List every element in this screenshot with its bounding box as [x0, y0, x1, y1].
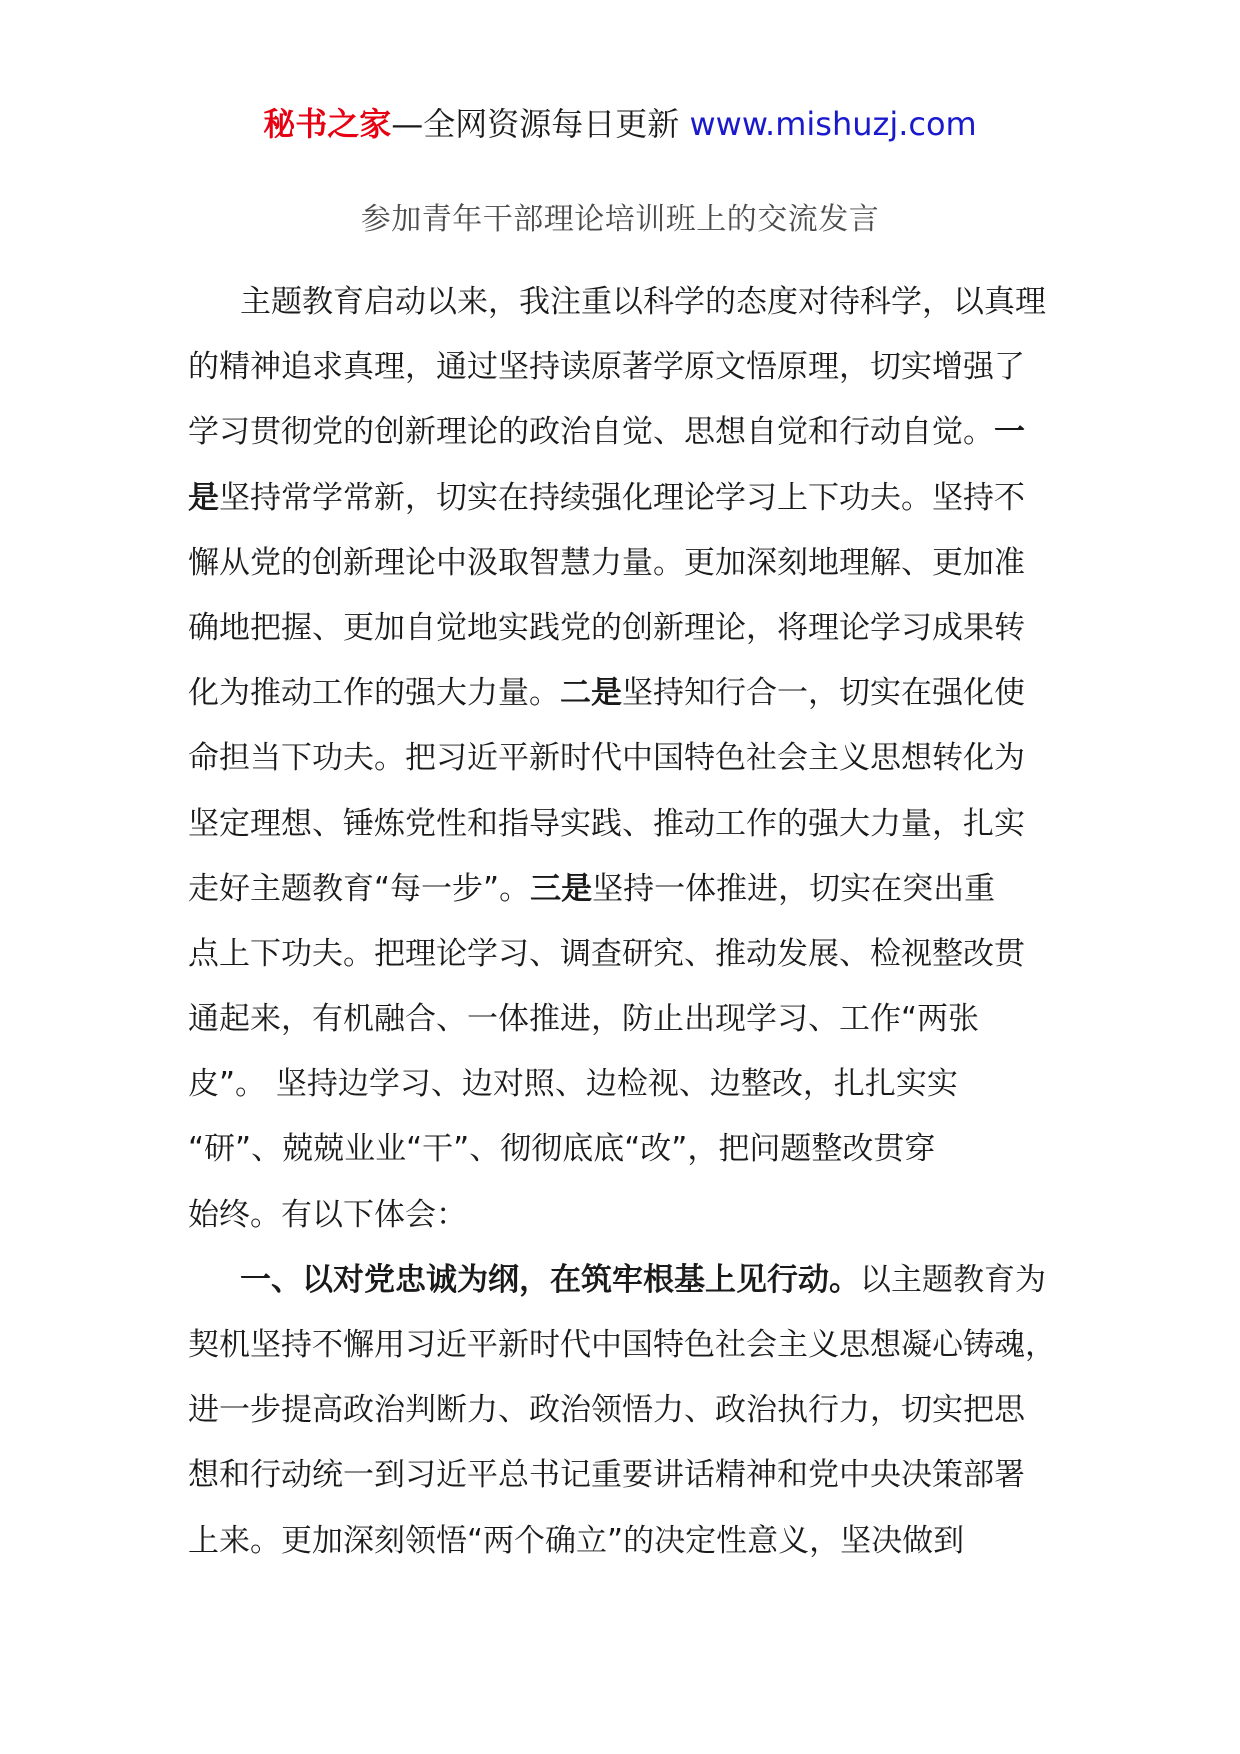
text-line — [188, 1443, 1068, 1508]
text-line — [188, 1117, 1068, 1182]
header-dash: — — [391, 105, 424, 143]
text-segment: 上来。更加深刻领悟“两个确立”的决定性意义，坚决做到 — [188, 1522, 965, 1559]
text-line — [188, 792, 1068, 857]
text-line — [188, 1183, 1068, 1248]
bold-text-segment: 二是 — [560, 675, 622, 712]
bold-text-segment: 三是 — [530, 870, 593, 907]
text-segment: 坚持知行合一，切实在强化使 — [622, 675, 1025, 712]
text-line — [188, 1052, 1068, 1117]
text-segment: 走好主题教育“每一步”。 — [188, 870, 531, 907]
text-line — [188, 726, 1068, 791]
bold-text-segment: 是 — [188, 479, 219, 516]
text-segment: 坚定理想、锤炼党性和指导实践、推动工作的强大力量，扎实 — [188, 805, 1025, 842]
bold-text-segment: 一 — [994, 414, 1025, 451]
document-body — [188, 270, 1068, 1574]
site-header — [0, 102, 1240, 146]
text-line — [188, 1509, 1068, 1574]
text-segment: 通起来，有机融合、一体推进，防止出现学习、工作“两张 — [188, 1001, 980, 1038]
text-line — [188, 335, 1068, 400]
text-segment: 以主题教育为 — [860, 1261, 1046, 1298]
text-line — [188, 1378, 1068, 1443]
text-line — [188, 531, 1068, 596]
text-line — [188, 1248, 1068, 1313]
text-segment: “研”、兢兢业业“干”、彻彻底底“改”，把问题整改贯穿 — [188, 1131, 936, 1168]
text-segment: 命担当下功夫。把习近平新时代中国特色社会主义思想转化为 — [188, 740, 1025, 777]
text-segment: 坚持一体推进，切实在突出重 — [592, 870, 996, 907]
text-line — [188, 987, 1068, 1052]
text-segment: 坚持常学常新，切实在持续强化理论学习上下功夫。坚持不 — [219, 479, 1025, 516]
text-line — [188, 400, 1068, 465]
text-segment: 懈从党的创新理论中汲取智慧力量。更加深刻地理解、更加准 — [188, 544, 1025, 581]
text-line — [188, 1313, 1068, 1378]
text-segment: 主题教育启动以来，我注重以科学的态度对待科学，以真理 — [240, 284, 1046, 320]
brand-name: 秘书之家 — [263, 105, 392, 143]
site-url-link[interactable]: www.mishuzj.com — [689, 105, 977, 143]
text-segment: 皮”。 坚持边学习、边对照、边检视、边整改，扎扎实实 — [188, 1066, 958, 1103]
bold-text-segment: 一、以对党忠诚为纲，在筑牢根基上见行动。 — [240, 1261, 860, 1298]
text-line — [188, 922, 1068, 987]
header-tagline: 全网资源每日更新 — [423, 105, 680, 143]
text-line — [188, 661, 1068, 726]
text-line — [188, 596, 1068, 661]
text-segment: 始终。有以下体会： — [188, 1196, 467, 1233]
text-segment: 化为推动工作的强大力量。 — [188, 675, 560, 712]
text-line — [188, 857, 1068, 922]
text-segment: 契机坚持不懈用习近平新时代中国特色社会主义思想凝心铸魂， — [188, 1327, 1056, 1363]
text-segment: 的精神追求真理，通过坚持读原著学原文悟原理，切实增强了 — [188, 349, 1025, 386]
text-segment: 点上下功夫。把理论学习、调查研究、推动发展、检视整改贯 — [188, 935, 1025, 972]
text-segment: 进一步提高政治判断力、政治领悟力、政治执行力，切实把思 — [188, 1392, 1025, 1429]
text-segment: 确地把握、更加自觉地实践党的创新理论，将理论学习成果转 — [188, 609, 1025, 646]
text-line — [188, 270, 1068, 335]
text-line — [188, 466, 1068, 531]
text-segment: 学习贯彻党的创新理论的政治自觉、思想自觉和行动自觉。 — [188, 414, 994, 451]
text-segment: 想和行动统一到习近平总书记重要讲话精神和党中央决策部署 — [188, 1457, 1025, 1494]
document-title: 参加青年干部理论培训班上的交流发言 — [360, 202, 880, 237]
